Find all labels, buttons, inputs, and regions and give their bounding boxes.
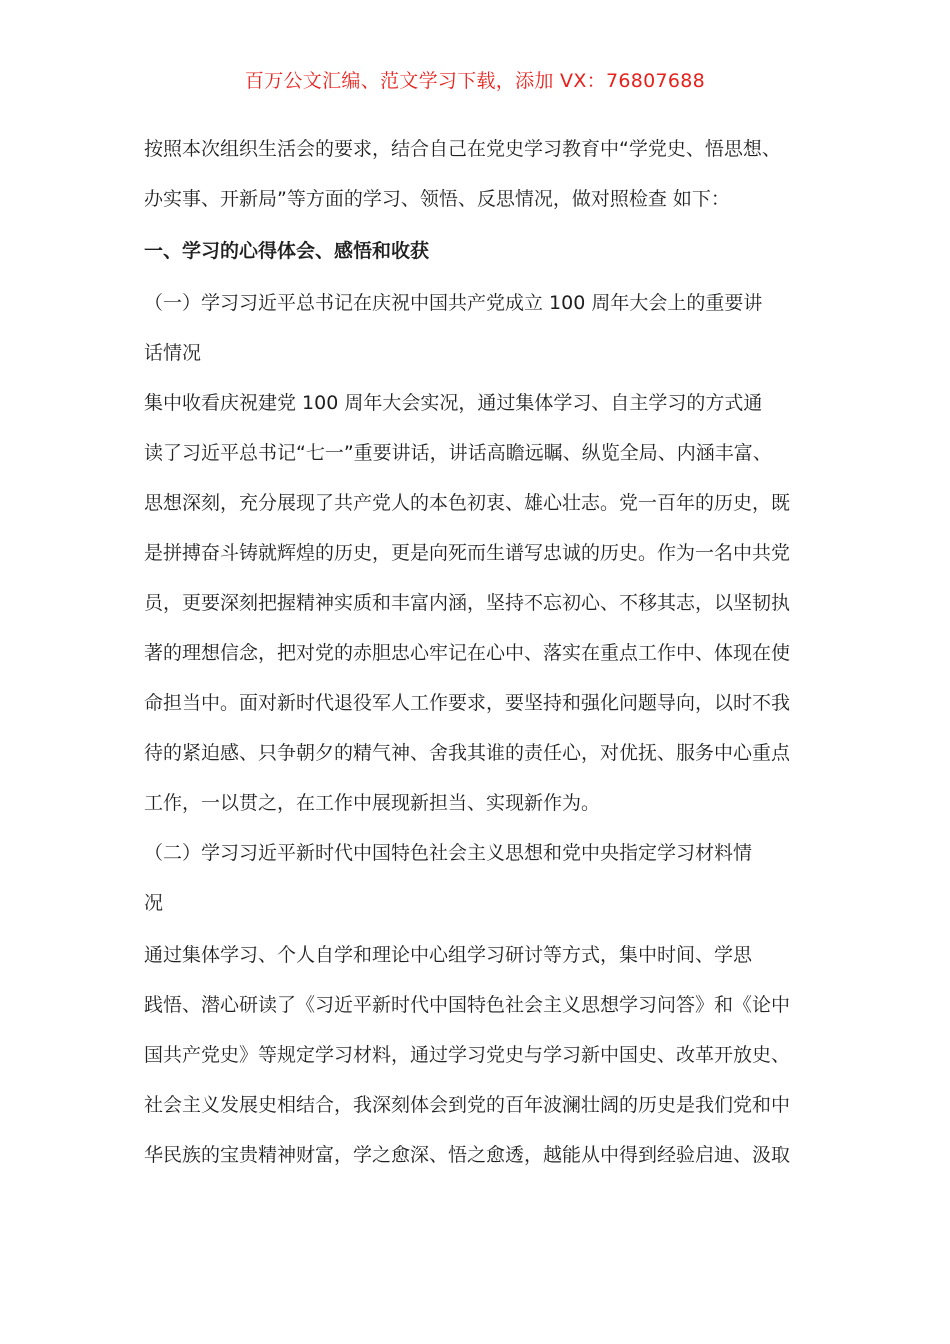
- body-line: 集中收看庆祝建党 100 周年大会实况，通过集体学习、自主学习的方式通: [144, 392, 763, 414]
- body-line: 通过集体学习、个人自学和理论中心组学习研讨等方式，集中时间、学思: [144, 944, 753, 966]
- body-line: 思想深刻，充分展现了共产党人的本色初衷、雄心壮志。党一百年的历史，既: [144, 492, 791, 514]
- body-line: 读了习近平总书记“七一”重要讲话，讲话高瞻远瞩、纵览全局、内涵丰富、: [144, 442, 772, 464]
- body-line: 员，更要深刻把握精神实质和丰富内涵，坚持不忘初心、不移其志，以坚韧执: [144, 592, 791, 614]
- page-header-banner: 百万公文汇编、范文学习下载，添加 VX：76807688: [244, 70, 706, 92]
- body-line: 话情况: [144, 342, 202, 364]
- body-line: 办实事、开新局”等方面的学习、领悟、反思情况，做对照检查 如下：: [144, 188, 730, 210]
- subsection-heading: （一）学习习近平总书记在庆祝中国共产党成立 100 周年大会上的重要讲: [144, 292, 763, 314]
- body-line: 按照本次组织生活会的要求，结合自己在党史学习教育中“学党史、悟思想、: [144, 138, 781, 160]
- body-line: 践悟、潜心研读了《习近平新时代中国特色社会主义思想学习问答》和《论中: [144, 994, 791, 1016]
- body-line: 是拼搏奋斗铸就辉煌的历史，更是向死而生谱写忠诚的历史。作为一名中共党: [144, 542, 791, 564]
- body-line: 著的理想信念，把对党的赤胆忠心牢记在心中、落实在重点工作中、体现在使: [144, 642, 791, 664]
- section-heading: 一、学习的心得体会、感悟和收获: [144, 240, 430, 262]
- subsection-heading: （二）学习习近平新时代中国特色社会主义思想和党中央指定学习材料情: [144, 842, 753, 864]
- body-line: 待的紧迫感、只争朝夕的精气神、舍我其谁的责任心，对优抚、服务中心重点: [144, 742, 791, 764]
- body-line: 华民族的宝贵精神财富，学之愈深、悟之愈透，越能从中得到经验启迪、汲取: [144, 1144, 791, 1166]
- body-line: 命担当中。面对新时代退役军人工作要求，要坚持和强化问题导向，以时不我: [144, 692, 791, 714]
- body-line: 国共产党史》等规定学习材料，通过学习党史与学习新中国史、改革开放史、: [144, 1044, 791, 1066]
- body-line: 社会主义发展史相结合，我深刻体会到党的百年波澜壮阔的历史是我们党和中: [144, 1094, 791, 1116]
- body-line: 况: [144, 892, 164, 914]
- body-line: 工作，一以贯之，在工作中展现新担当、实现新作为。: [144, 792, 601, 814]
